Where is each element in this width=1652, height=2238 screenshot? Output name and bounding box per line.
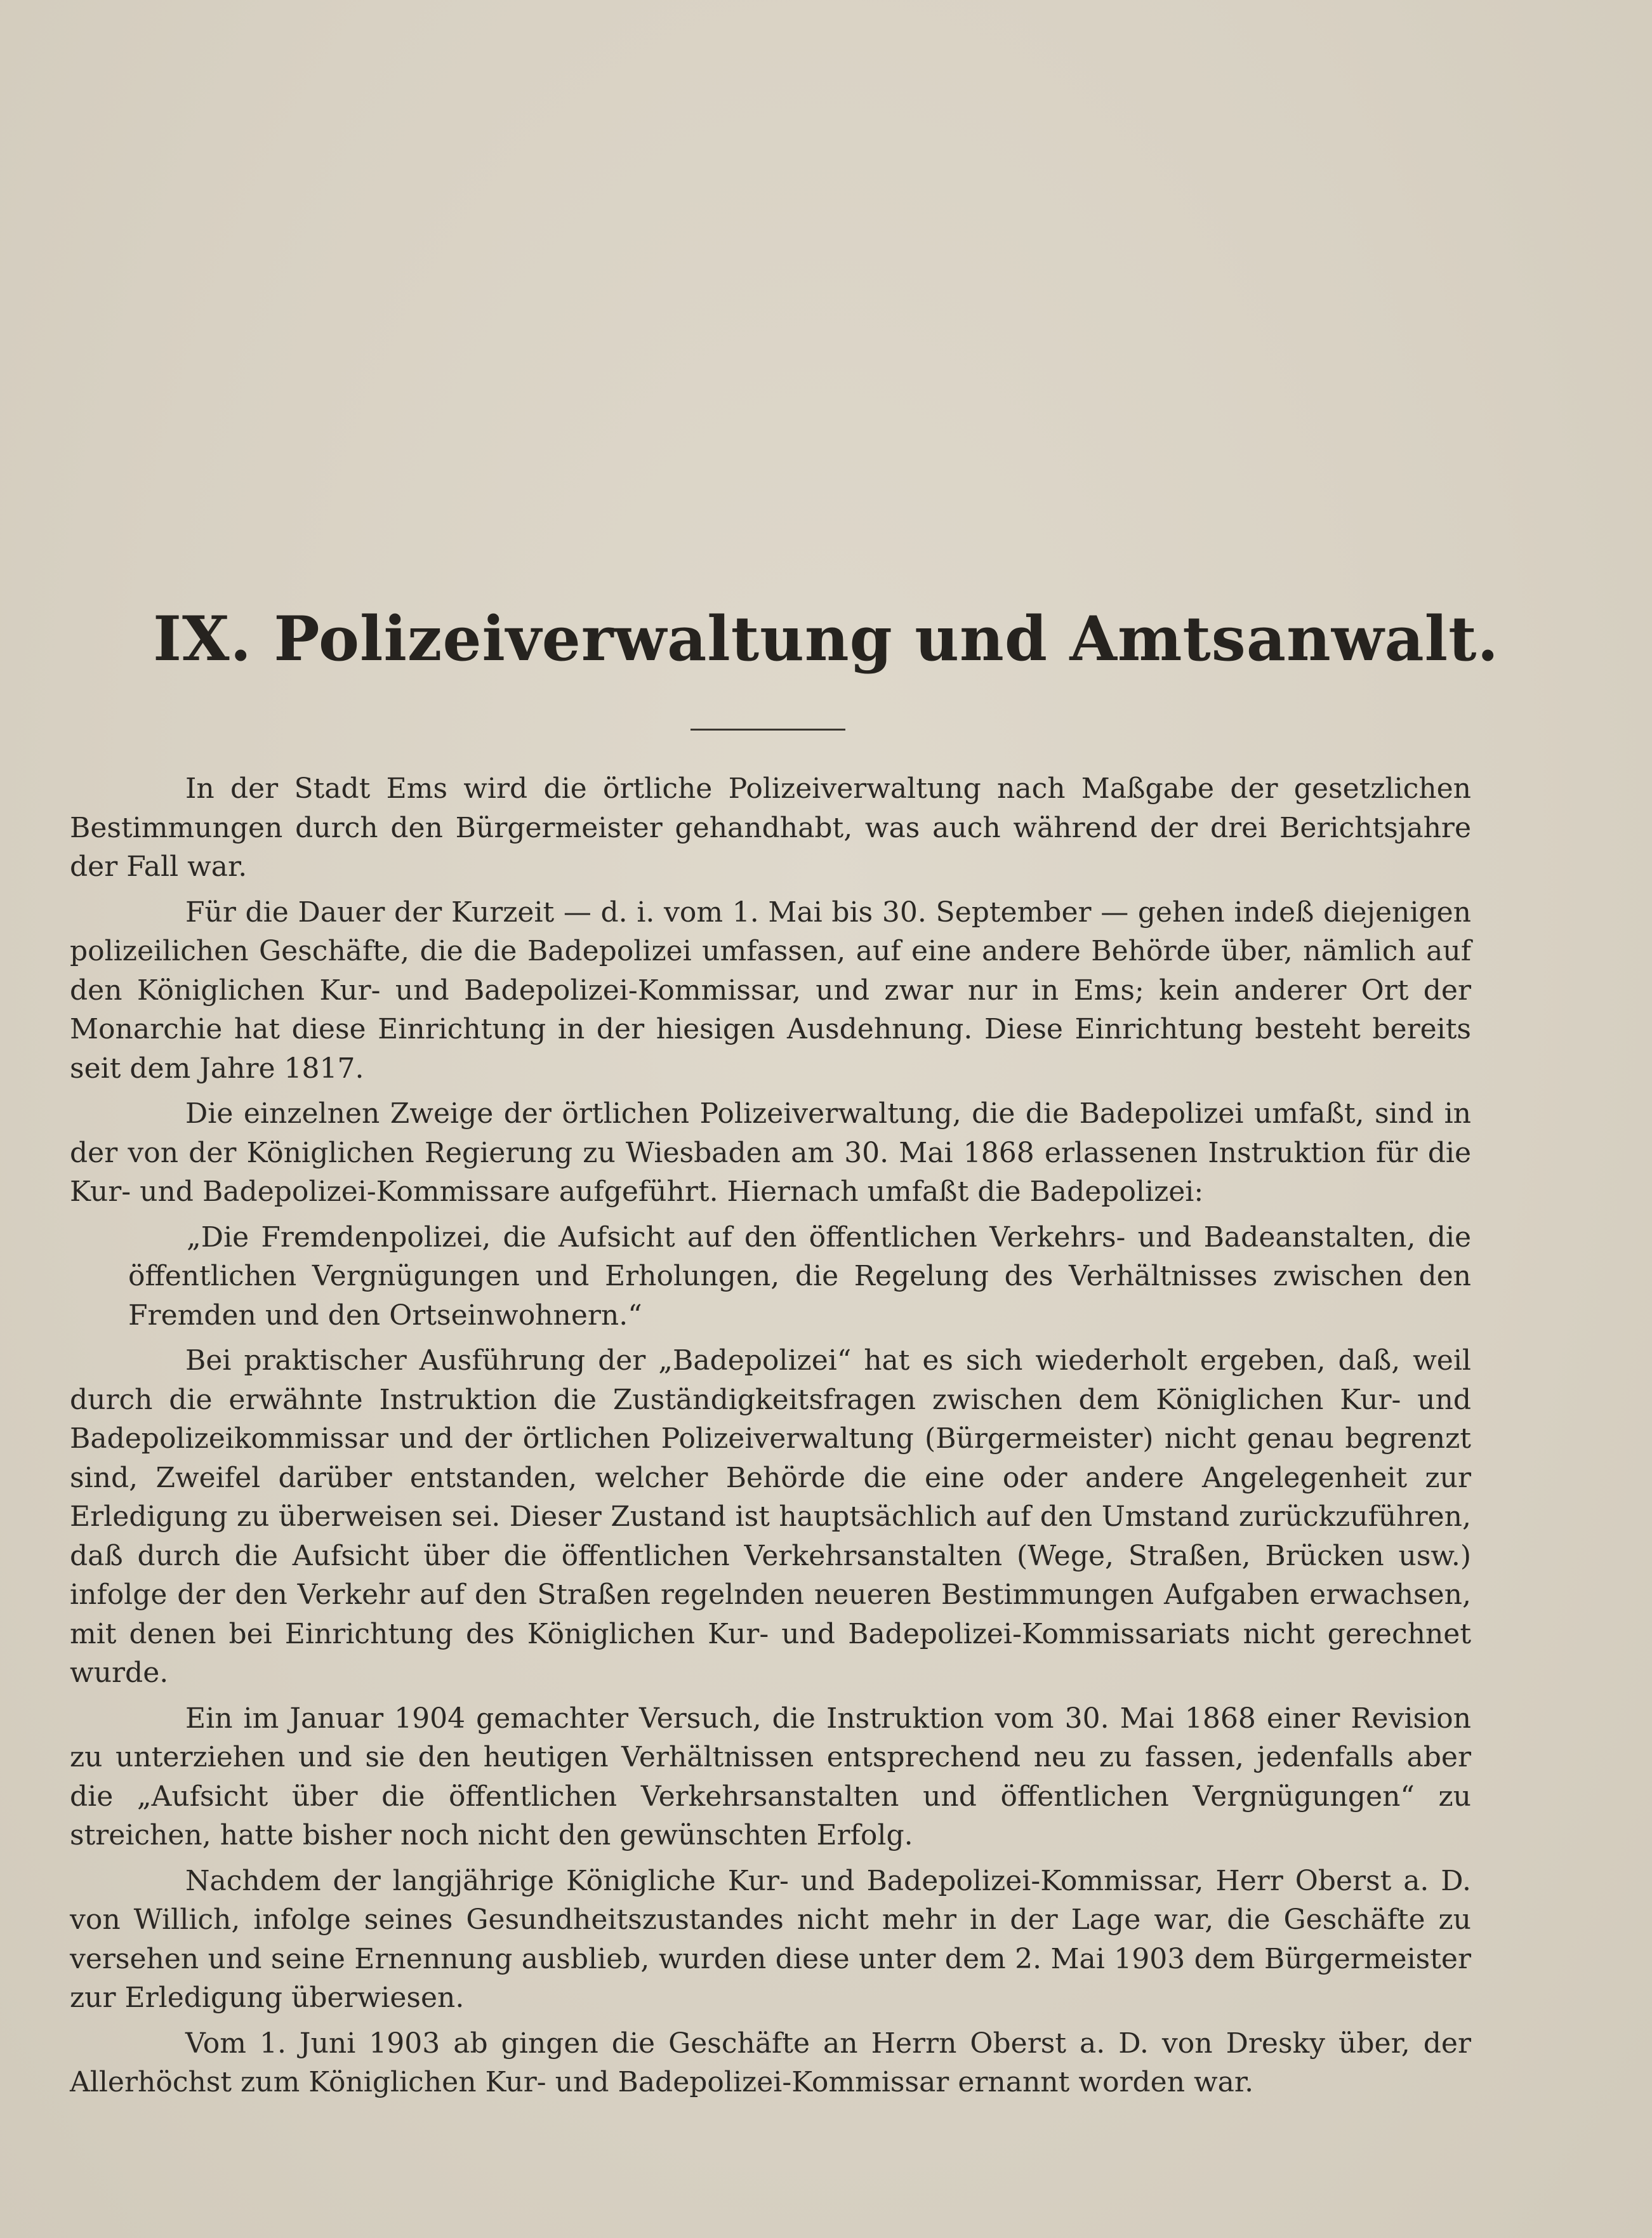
paragraph: In der Stadt Ems wird die örtliche Polizeiverwaltung nach Maßgabe der gesetzlichen Bestimmungen durch den Bürgermeister gehandhabt, was auch während der drei Berichtsjahre der Fall war.: [70, 772, 1471, 883]
paragraph: Ein im Januar 1904 gemachter Versuch, die Instruktion vom 30. Mai 1868 einer Revision zu unterziehen und sie den heutigen Verhältnissen entsprechend neu zu fassen, jedenfalls aber die „Aufsicht über die öffentlichen Verkehrsanstalten und öffentlichen Vergnügungen“ zu streichen, hatte bisher noch nicht den gewünschten Erfolg.: [70, 1702, 1471, 1851]
paragraph: Nachdem der langjährige Königliche Kur- und Badepolizei-Kommissar, Herr Oberst a. D. von Willich, infolge seines Gesundheitszustandes nicht mehr in der Lage war, die Geschäfte zu versehen und seine Ernennung ausblieb, wurden diese unter dem 2. Mai 1903 dem Bürgermeister zur Erledigung überwiesen.: [70, 1864, 1471, 2014]
paragraph: Vom 1. Juni 1903 ab gingen die Geschäfte an Herrn Oberst a. D. von Dresky über, der Allerhöchst zum Königlichen Kur- und Badepolizei-Kommissar ernannt worden war.: [70, 2027, 1471, 2098]
paragraph: Für die Dauer der Kurzeit — d. i. vom 1. Mai bis 30. September — gehen indeß diejenigen polizeilichen Geschäfte, die die Badepolizei umfassen, auf eine andere Behörde über, nämlich auf den Königlichen Kur- und Badepolizei-Kommissar, und zwar nur in Ems; kein anderer Ort der Monarchie hat diese Einrichtung in der hiesigen Ausdehnung. Diese Einrichtung besteht bereits seit dem Jahre 1817.: [70, 896, 1471, 1085]
paragraph: Die einzelnen Zweige der örtlichen Polizeiverwaltung, die die Badepolizei umfaßt, sind in der von der Königlichen Regierung zu Wiesbaden am 30. Mai 1868 erlassenen Instruktion für die Kur- und Badepolizei-Kommissare aufgeführt. Hiernach umfaßt die Badepolizei:: [70, 1097, 1471, 1208]
paragraph: Bei praktischer Ausführung der „Badepolizei“ hat es sich wiederholt ergeben, daß, weil durch die erwähnte Instruktion die Zuständigkeitsfragen zwischen dem Königlichen Kur- und Badepolizeikommissar und der örtlichen Polizeiverwaltung (Bürgermeister) nicht genau begrenzt sind, Zweifel darüber entstanden, welcher Behörde die eine oder andere Angelegenheit zur Erledigung zu überweisen sei. Dieser Zustand ist hauptsächlich auf den Umstand zurückzuführen, daß durch die Aufsicht über die öffentlichen Verkehrsanstalten (Wege, Straßen, Brücken usw.) infolge der den Verkehr auf den Straßen regelnden neueren Bestimmungen Aufgaben erwachsen, mit denen bei Einrichtung des Königlichen Kur- und Badepolizei-Kommissariats nicht gerechnet wurde.: [70, 1344, 1471, 1689]
title-divider: [691, 729, 845, 731]
block-quote: „Die Fremdenpolizei, die Aufsicht auf den öffentlichen Verkehrs- und Badeanstalten, die öffentlichen Vergnügungen und Erholungen, die Regelung des Verhältnisses zwischen den Fremden und den Ortseinwohnern.“: [128, 1221, 1471, 1332]
body-text: [70, 769, 1471, 2109]
page-title: IX. Polizeiverwaltung und Amtsanwalt.: [153, 603, 1499, 675]
